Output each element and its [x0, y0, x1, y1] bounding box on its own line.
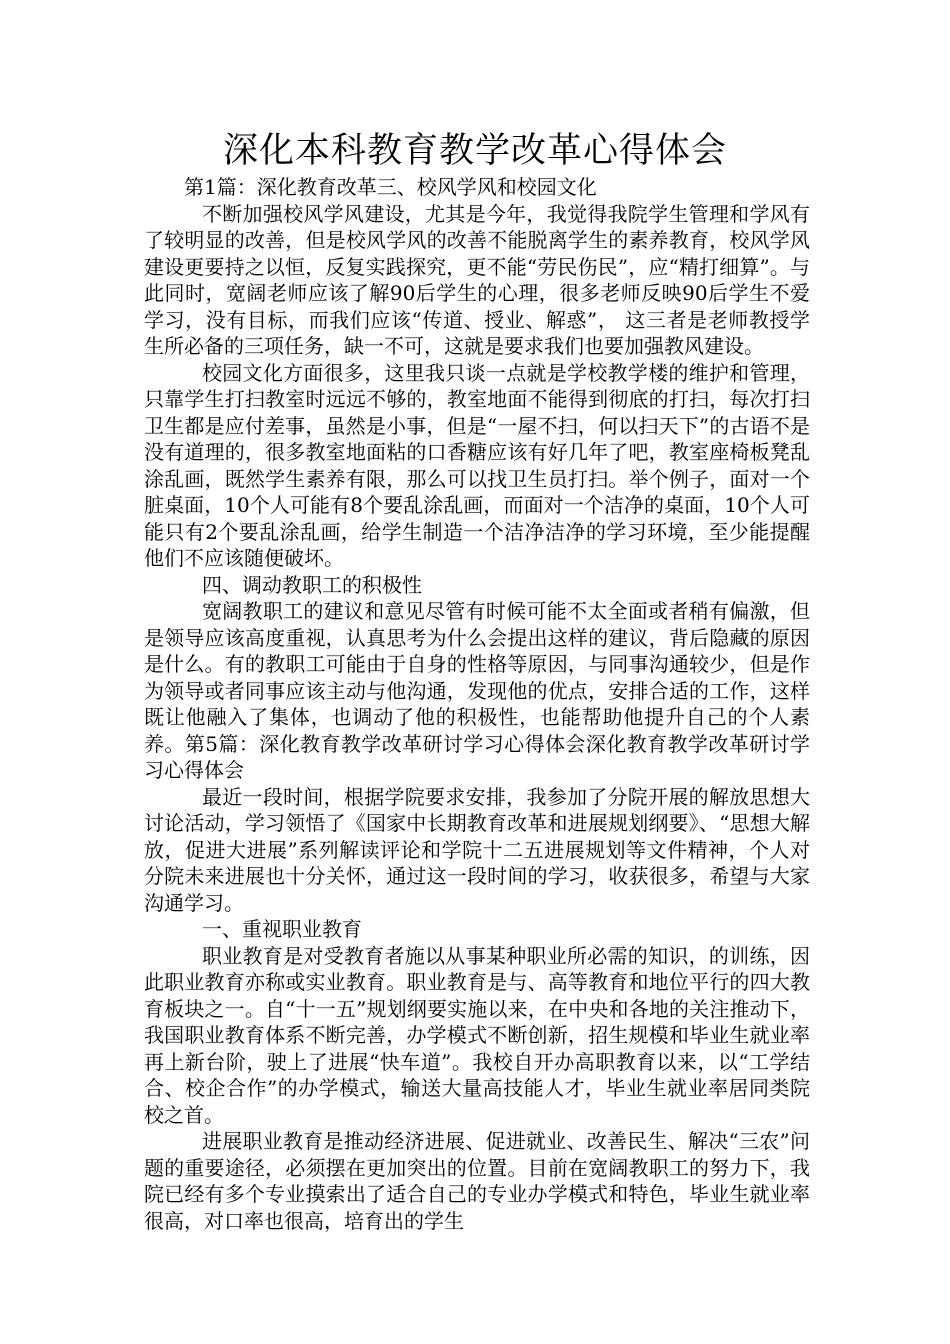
paragraph: 最近一段时间，根据学院要求安排，我参加了分院开展的解放思想大讨论活动，学习领悟了《国家中长期教育改革和进展规划纲要》、“思想大解放，促进大进展”系列解读评论和学院十二五进展规划等文件精神，个人对分院未来进展也十分关怀，通过这一段时间的学习，收获很多，希望与大家沟通学习。: [144, 784, 810, 915]
paragraph: 进展职业教育是推动经济进展、促进就业、改善民生、解决“三农”问题的重要途径，必须摆在更加突出的位置。目前在宽阔教职工的努力下，我院已经有多个专业摸索出了适合自己的专业办学模式和特色，毕业生就业率很高，对口率也很高，培育出的学生: [144, 1129, 810, 1233]
document-title: 深化本科教育教学改革心得体会: [222, 131, 727, 171]
section-heading: 四、调动教职工的积极性: [202, 572, 422, 597]
paragraph: 不断加强校风学风建设，尤其是今年，我觉得我院学生管理和学风有了较明显的改善，但是校风学风的改善不能脱离学生的素养教育，校风学风建设更要持之以恒，反复实践探究，更不能“劳民伤民”，应“精打细算”。与此同时，宽阔老师应该了解90后学生的心理，很多老师反映90后学生不爱学习，没有目标，而我们应该“传道、授业、解惑”， 这三者是老师教授学生所必备的三项任务，缺一不可，这就是要求我们也要加强教风建设。: [144, 201, 810, 358]
document-body: [144, 174, 810, 1234]
section-heading: 一、重视职业教育: [202, 917, 362, 941]
paragraph: 校园文化方面很多，这里我只谈一点就是学校教学楼的维护和管理，只靠学生打扫教室时远远不够的，教室地面不能得到彻底的打扫，每次打扫卫生都是应付差事，虽然是小事，但是“一屋不扫，何以扫天下”的古语不是没有道理的，很多教室地面粘的口香糖应该有好几年了吧，教室座椅板凳乱涂乱画，既然学生素养有限，那么可以找卫生员打扫。举个例子，面对一个脏桌面，10个人可能有8个要乱涂乱画，而面对一个洁净的桌面，10个人可能只有2个要乱涂乱画，给学生制造一个洁净洁净的学习环境，至少能提醒他们不应该随便破坏。: [144, 360, 810, 570]
paragraph: 职业教育是对受教育者施以从事某种职业所必需的知识，的训练，因此职业教育亦称或实业教育。职业教育是与、高等教育和地位平行的四大教育板块之一。自“十一五”规划纲要实施以来，在中央和各地的关注推动下，我国职业教育体系不断完善，办学模式不断创新，招生规模和毕业生就业率再上新台阶，驶上了进展“快车道”。我校自开办高职教育以来，以“工学结合、校企合作”的办学模式，输送大量高技能人才，毕业生就业率居同类院校之首。: [144, 943, 810, 1127]
paragraph: 宽阔教职工的建议和意见尽管有时候可能不太全面或者稍有偏激，但是领导应该高度重视，认真思考为什么会提出这样的建议，背后隐藏的原因是什么。有的教职工可能由于自身的性格等原因，与同事沟通较少，但是作为领导或者同事应该主动与他沟通，发现他的优点，安排合适的工作，这样既让他融入了集体，也调动了他的积极性，也能帮助他提升自己的个人素养。第5篇：深化教育教学改革研讨学习心得体会深化教育教学改革研讨学习心得体会: [144, 599, 810, 782]
section-heading: 第1篇：深化教育改革三、校风学风和校园文化: [184, 175, 597, 199]
